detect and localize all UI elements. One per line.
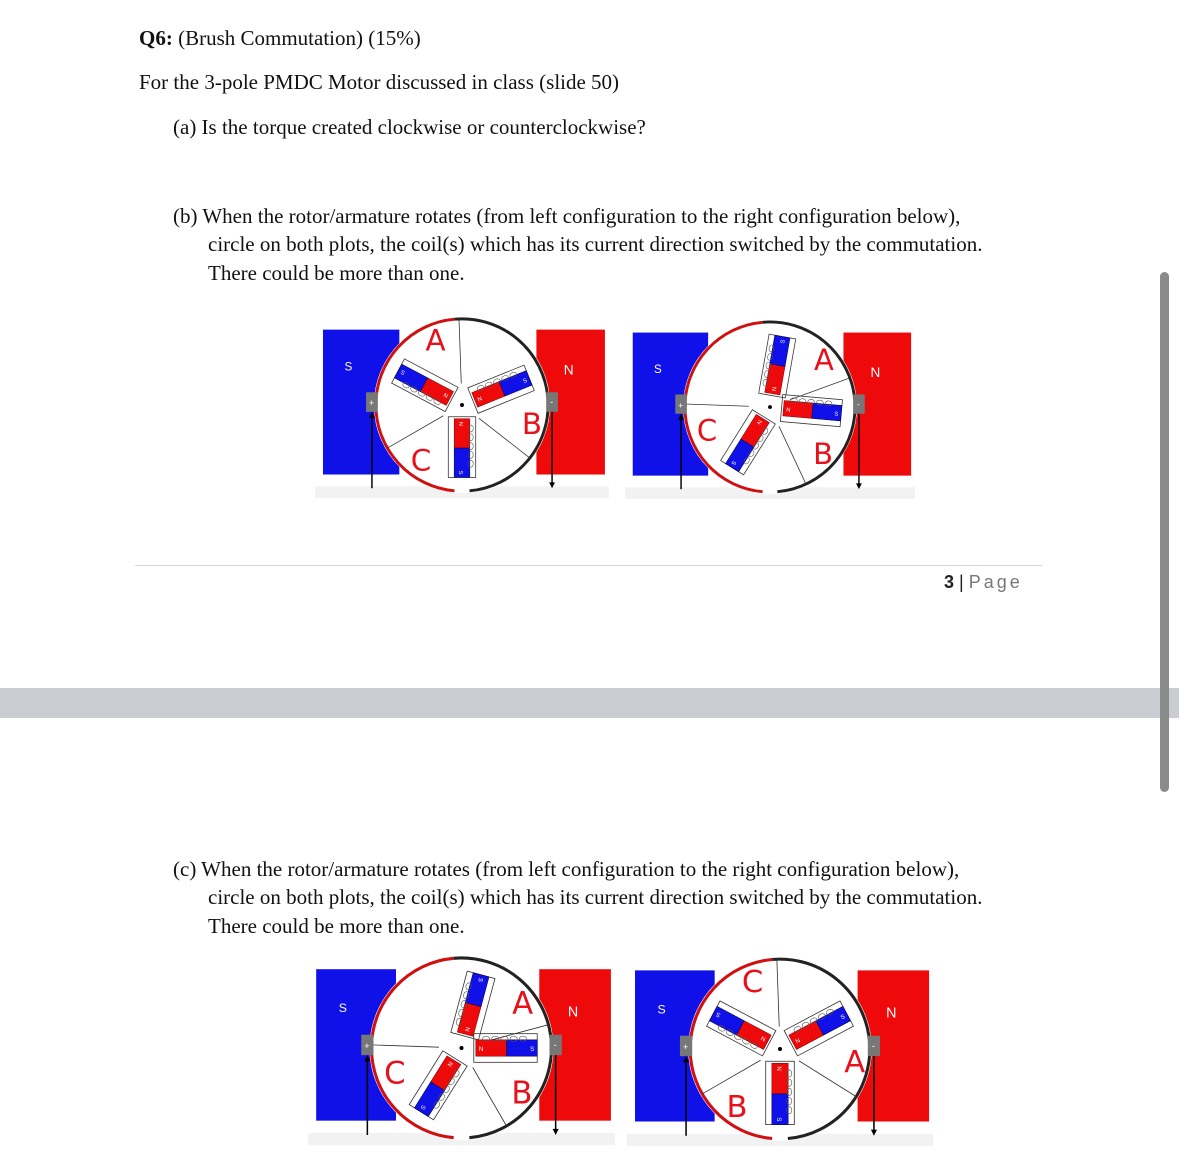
coil-pole-s: S [400,368,407,376]
motor-diagram-b-left [313,312,611,498]
brush-plus-label: + [364,1041,370,1052]
page-gap [0,688,1179,718]
page-number-separator: | [954,572,969,592]
stator-south-label: S [338,1001,347,1016]
coil-pole-s: S [834,411,839,418]
handwritten-coil-label: A [425,323,446,358]
vertical-scrollbar[interactable] [1160,272,1169,792]
stator-south-label: S [344,360,353,374]
coil-pole-s: S [715,1010,722,1019]
coil-pole-n: N [478,1046,484,1054]
coil-pole-s: S [477,977,486,984]
part-a-text: (a) Is the torque created clockwise or counterclockwise? [173,115,646,139]
page-number [944,572,1023,593]
stator-north-label: N [563,362,574,378]
rotor-axle [768,405,772,409]
stator-north-label: N [886,1005,897,1022]
stator-north-label: N [567,1004,579,1021]
motor-diagram-b-right [625,312,915,502]
brush-minus-label: - [550,397,554,407]
coil-pole-n: N [457,421,464,426]
stator-north-label: N [870,365,881,381]
rotor-axle [459,1046,463,1050]
brush-plus-label: + [683,1042,689,1053]
question-heading [139,28,421,49]
page-number-value: 3 [944,572,955,592]
brush-minus-label: - [857,399,860,409]
page-footer-divider [135,565,1042,566]
brush-minus-label: - [871,1041,875,1051]
handwritten-coil-label: B [511,1076,533,1112]
handwritten-coil-label: A [512,986,534,1022]
handwritten-coil-label: B [813,437,834,472]
handwritten-coil-label: A [844,1044,866,1080]
stator-south-label: S [654,363,662,377]
coil-pole-s: S [729,459,737,466]
coil-pole-n: N [794,1037,802,1046]
part-b-line-2: circle on both plots, the coil(s) which has its current direction switched by the commutation. [208,232,983,256]
handwritten-coil-label: A [813,343,834,378]
handwritten-coil-label: B [726,1090,748,1126]
motor-diagram-c-right [625,952,935,1146]
motor-diagram-c-left [308,950,615,1146]
part-b-line-1: (b) When the rotor/armature rotates (from left configuration to the right configuration below), [173,204,961,228]
question-title: (Brush Commutation) (15%) [172,26,421,50]
coil-pole-n: N [785,407,791,414]
part-c-line-2: circle on both plots, the coil(s) which has its current direction switched by the commutation. [208,885,983,909]
coil-pole-n: N [754,418,763,426]
coil-pole-n: N [771,386,779,392]
brush-plus-label: + [369,397,375,408]
coil-pole-n: N [477,396,484,404]
brush-minus-label: - [553,1040,557,1050]
coil-pole-s: S [774,1117,782,1122]
coil-pole-n: N [759,1034,768,1043]
question-intro: For the 3-pole PMDC Motor discussed in class (slide 50) [139,70,620,94]
rotor-axle [460,403,464,407]
handwritten-coil-label: C [410,443,432,478]
coil-pole-s: S [530,1046,535,1054]
coil-pole-n: N [445,1060,454,1068]
coil-pole-n: N [443,390,450,399]
part-c-line-3: There could be more than one. [208,914,465,938]
handwritten-coil-label: C [696,413,718,448]
coil-pole-s: S [457,470,464,475]
handwritten-coil-label: C [384,1056,406,1092]
coil-pole-s: S [418,1103,427,1111]
coil-pole-s: S [522,377,529,386]
rotor-axle [778,1047,782,1051]
stator-south-label: S [657,1002,666,1017]
coil-pole-n: N [464,1026,473,1033]
coil-pole-s: S [839,1013,847,1022]
part-b-line-3: There could be more than one. [208,261,465,285]
coil-pole-s: S [780,339,787,345]
page-label: Page [968,572,1023,592]
coil-pole-n: N [774,1066,782,1071]
handwritten-coil-label: C [741,965,764,1001]
brush-plus-label: + [678,399,684,410]
part-c-line-1: (c) When the rotor/armature rotates (from left configuration to the right configuration below), [173,857,960,881]
question-number: Q6: [139,26,173,50]
handwritten-coil-label: B [521,407,543,442]
